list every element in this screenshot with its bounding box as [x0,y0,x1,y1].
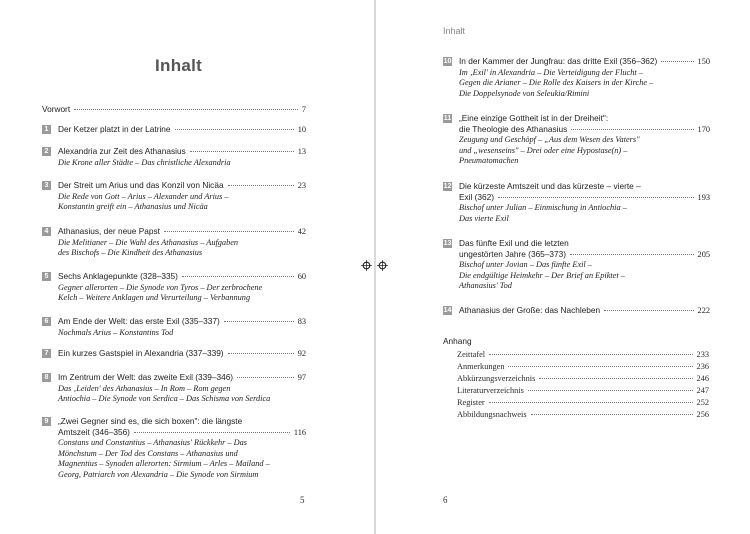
toc-entry-chapter[interactable] [42,348,306,360]
dot-leader [539,378,692,379]
toc-entry-title: „Zwei Gegner sind es, die sich boxen": die längste [58,416,243,426]
toc-entry-chapter[interactable] [42,416,306,481]
toc-entry-chapter[interactable] [443,113,710,167]
toc-entry-subtitle: Die Doppelsynode von Seleukia/Rimini [459,88,590,98]
chapter-number-badge: 13 [443,240,452,247]
toc-entry-page: 222 [697,306,710,315]
toc-entry-body [459,113,710,167]
anhang-item-title: Abkürzungsverzeichnis [457,374,536,383]
toc-entry-page: 42 [297,227,306,236]
toc-entry-title-line [58,226,306,238]
toc-entry-title: Athanasius der Große: das Nachleben [459,305,601,315]
toc-entry-subtitle: Zeugung und Geschöpf – „Aus dem Wesen des Vaters" [459,135,640,145]
toc-entry-subtitle: Athanasius' Tod [459,281,512,291]
anhang-item-title: Zeittafel [457,350,486,359]
chapter-number-badge: 9 [42,417,51,426]
toc-entry-subtitle: Das vierte Exil [459,213,509,223]
toc-entry-title-line [58,271,306,283]
anhang-heading: Anhang [443,336,472,346]
toc-entry-subtitle: Mönchstum – Der Tod des Constans – Athanasius und [58,448,238,458]
registration-mark-icon [377,260,388,271]
toc-entry-subtitle: Pneumatomachen [459,156,519,166]
anhang-item[interactable] [457,386,709,395]
anhang-item[interactable] [457,374,709,383]
toc-entry-chapter[interactable] [42,146,306,168]
anhang-item[interactable] [457,350,709,359]
toc-entry-body [58,416,306,481]
chapter-number-badge: 12 [443,183,452,190]
dot-leader [571,129,693,130]
toc-entry-title: Exil (362) [459,191,495,202]
chapter-number-badge: 14 [443,307,452,314]
dot-leader [228,185,294,186]
dot-leader [74,109,298,110]
anhang-item-page: 246 [696,374,709,383]
toc-entry-subtitle: Im ‚Exil' in Alexandria – Die Verteidigung der Flucht – [459,67,643,77]
toc-entry-subtitle: Die Rede von Gott – Arius – Alexander und Arius – [58,191,229,201]
chapter-number-badge: 5 [42,272,51,281]
toc-entry-subtitle: des Bischofs – Die Kindheit des Athanasius [58,248,203,258]
toc-entry-body [58,271,306,304]
left-page [0,0,374,534]
dot-leader [164,231,294,232]
dot-leader [134,432,290,433]
dot-leader [528,390,693,391]
toc-entry-subtitle: Magnentius – Synoden allerorten: Sirmium – Arles – Mailand – [58,459,270,469]
toc-entry-title-line [58,416,306,427]
chapter-number-badge: 8 [42,373,51,382]
toc-entry-chapter[interactable] [443,181,710,224]
toc-entry-title-line [459,56,710,68]
toc-entry-body [58,180,306,213]
toc-entry-page: 116 [293,427,306,437]
toc-entry-title-line [58,180,306,192]
toc-entry-page: 150 [697,57,710,66]
toc-entry-subtitle: Nochmals Arius – Konstantins Tod [58,327,174,337]
toc-entry-subtitle: Die Krone aller Städte – Das christliche Alexandria [58,157,231,167]
dot-leader [190,151,294,152]
toc-entry-subtitle: Bischof unter Julian – Einmischung in Antiochia – [459,203,627,213]
dot-leader [237,377,294,378]
dot-leader [508,366,692,367]
dot-leader [498,197,694,198]
dot-leader [661,61,693,62]
toc-entry-page: 170 [697,124,710,134]
toc-entry-page: 7 [301,105,306,114]
toc-entry-title-line [459,113,710,124]
registration-mark-icon [361,260,372,271]
toc-entry-title-line [58,348,306,360]
running-head: Inhalt [443,26,466,36]
toc-entry-page: 23 [297,181,306,190]
toc-entry-body [58,316,306,338]
toc-entry-title-line [58,124,306,136]
toc-entry-subtitle: Das ‚Leiden' des Athanasius – In Rom – Rom gegen [58,383,231,393]
toc-entry-title: Der Streit um Arius und das Konzil von Nicäa [58,180,224,190]
toc-entry-body [459,238,710,292]
toc-entry-subtitle: Antiochia – Die Synode von Serdica – Das Schisma von Serdica [58,394,271,404]
anhang-item-page: 247 [696,386,709,395]
anhang-item-page: 236 [696,362,709,371]
anhang-item-page: 252 [696,398,709,407]
toc-entry-page: 193 [697,192,710,202]
toc-entry-page: 13 [297,147,306,156]
dot-leader [570,254,694,255]
toc-entry-title-line [58,372,306,384]
toc-entry-page: 83 [297,317,306,326]
toc-entry-body [58,146,306,168]
toc-entry-title: In der Kammer der Jungfrau: das dritte Exil (356–362) [459,56,658,66]
toc-entry-title: Amtszeit (346–356) [58,426,130,437]
anhang-item[interactable] [457,362,709,371]
page-title: Inhalt [155,56,203,75]
dot-leader [604,310,693,311]
dot-leader [531,414,693,415]
chapter-number-badge: 11 [443,115,452,122]
toc-entry-chapter[interactable] [42,316,306,338]
toc-entry-title-line [58,316,306,328]
toc-entry-subtitle: Bischof unter Jovian – Das fünfte Exil – [459,260,592,270]
toc-entry-subtitle: Kelch – Weitere Anklagen und Verurteilung – Verbannung [58,293,251,303]
toc-entry-title: Die kürzeste Amtszeit und das kürzeste – vierte – [459,181,641,191]
toc-entry-page: 205 [697,249,710,259]
page-number: 5 [300,495,305,505]
anhang-item[interactable] [457,398,709,407]
page-number: 6 [443,495,448,505]
toc-entry-chapter[interactable] [42,372,306,405]
toc-entry-title-line [459,305,710,317]
anhang-item-title: Register [457,398,485,407]
chapter-number-badge: 6 [42,317,51,326]
toc-entry-chapter[interactable] [443,305,710,317]
toc-entry-title: „Eine einzige Gottheit ist in der Dreiheit": [459,113,609,123]
toc-entry-title-line [58,427,306,439]
toc-entry-title: Ein kurzes Gastspiel in Alexandria (337–339) [58,348,224,358]
toc-entry-body [58,226,306,259]
anhang-item-title: Anmerkungen [457,362,505,371]
toc-entry-title: die Theologie des Athanasius [459,123,568,134]
chapter-number-badge: 3 [42,181,51,190]
toc-entry-chapter[interactable] [42,226,306,259]
toc-entry-title: Vorwort [42,104,71,114]
toc-entry-body [58,348,306,360]
toc-entry-title: Sechs Anklagepunkte (328–335) [58,271,178,281]
toc-entry-subtitle: Die Melitianer – Die Wahl des Athanasius – Aufgaben [58,237,239,247]
anhang-item-page: 256 [696,410,709,419]
toc-entry-subtitle: Konstantin greift ein – Athanasius und Nicäa [58,202,208,212]
chapter-number-badge: 10 [443,58,452,65]
dot-leader [224,321,294,322]
dot-leader [175,129,294,130]
toc-entry-title: Der Ketzer platzt in der Latrine [58,124,171,134]
toc-entry-vorwort[interactable] [42,104,306,116]
toc-entry-title: Am Ende der Welt: das erste Exil (335–337) [58,316,220,326]
toc-entry-page: 97 [297,373,306,382]
dot-leader [228,353,294,354]
toc-entry-title-line [58,146,306,158]
dot-leader [182,276,294,277]
toc-entry-title: ungestörten Jahre (365–373) [459,248,567,259]
toc-entry-body [459,56,710,99]
dot-leader [489,402,693,403]
toc-entry-chapter[interactable] [42,124,306,136]
toc-entry-body [459,305,710,317]
chapter-number-badge: 7 [42,349,51,358]
toc-entry-chapter[interactable] [42,180,306,213]
toc-entry-chapter[interactable] [42,271,306,304]
toc-entry-title: Im Zentrum der Welt: das zweite Exil (339–346) [58,372,234,382]
anhang-item[interactable] [457,410,709,419]
toc-entry-body [459,181,710,224]
toc-entry-title: Athanasius, der neue Papst [58,226,160,236]
toc-entry-title: Das fünfte Exil und die letzten [459,238,569,248]
toc-entry-title-line [459,124,710,136]
right-page [376,0,750,534]
dot-leader [489,354,692,355]
anhang-item-title: Abbildungsnachweis [457,410,527,419]
toc-entry-subtitle: und „wesenseins" – Drei oder eine Hypostase(n) – [459,145,628,155]
anhang-item-title: Literaturverzeichnis [457,386,524,395]
toc-entry-title-line [459,192,710,204]
toc-entry-title-line [459,238,710,249]
chapter-number-badge: 4 [42,227,51,236]
toc-entry-title-line [459,181,710,192]
toc-entry-subtitle: Gegner allerorten – Die Synode von Tyros – Der zerbrochene [58,282,263,292]
toc-entry-subtitle: Constans und Constantius – Athanasius' Rückkehr – Das [58,438,247,448]
chapter-number-badge: 2 [42,147,51,156]
toc-entry-body [58,372,306,405]
toc-entry-chapter[interactable] [443,238,710,292]
toc-entry-chapter[interactable] [443,56,710,99]
anhang-item-page: 233 [696,350,709,359]
toc-entry-title: Alexandria zur Zeit des Athanasius [58,146,186,156]
toc-entry-title-line [459,249,710,261]
toc-entry-subtitle: Die endgültige Heimkehr – Der Brief an Epiktet – [459,270,625,280]
chapter-number-badge: 1 [42,125,51,134]
toc-entry-page: 92 [297,349,306,358]
toc-entry-page: 10 [297,125,306,134]
toc-entry-subtitle: Gegen die Arianer – Die Rolle des Kaisers in der Kirche – [459,78,654,88]
toc-entry-subtitle: Georg, Patriarch von Alexandria – Die Synode von Sirmium [58,469,259,479]
toc-entry-page: 60 [297,272,306,281]
toc-entry-body [58,124,306,136]
